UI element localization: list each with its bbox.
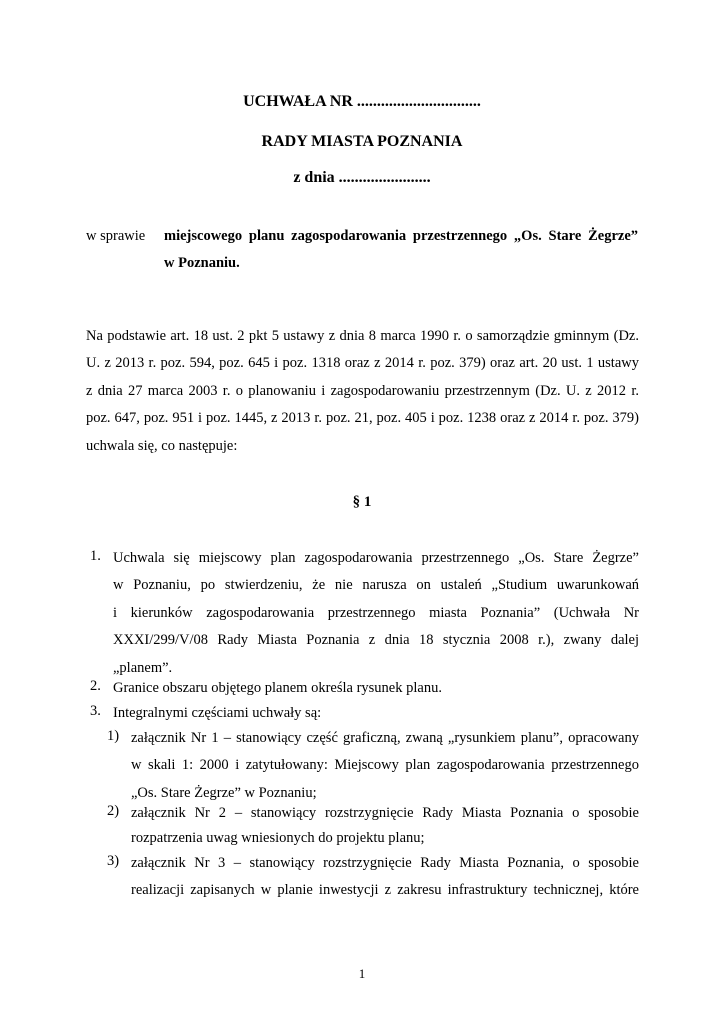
preamble-line: poz. 647, poz. 951 i poz. 1445, z 2013 r. poz. 21, poz. 405 i poz. 1238 oraz z 2014 r. poz. 379) bbox=[86, 410, 639, 426]
sub-list-line: realizacji zapisanych w planie inwestycji z zakresu infrastruktury technicznej, które bbox=[131, 882, 639, 898]
list-number: 3. bbox=[90, 703, 101, 719]
list-line: „planem”. bbox=[113, 660, 173, 676]
preamble-line: Na podstawie art. 18 ust. 2 pkt 5 ustawy z dnia 8 marca 1990 r. o samorządzie gminnym (Dz. bbox=[86, 328, 639, 344]
sub-list-line: załącznik Nr 3 – stanowiący rozstrzygnięcie Rady Miasta Poznania, o sposobie bbox=[131, 855, 639, 871]
section-heading: § 1 bbox=[352, 494, 372, 510]
sub-list-line: „Os. Stare Żegrze” w Poznaniu; bbox=[131, 785, 317, 801]
sub-list-line: w skali 1: 2000 i zatytułowany: Miejscowy plan zagospodarowania przestrzennego bbox=[131, 757, 639, 773]
list-line: Granice obszaru objętego planem określa rysunek planu. bbox=[113, 680, 442, 696]
sub-list-line: rozpatrzenia uwag wniesionych do projektu planu; bbox=[131, 830, 425, 846]
sub-list-number: 3) bbox=[107, 853, 120, 869]
sub-list-number: 2) bbox=[107, 803, 120, 819]
resolution-date: z dnia ....................... bbox=[293, 169, 431, 186]
list-line: Integralnymi częściami uchwały są: bbox=[113, 705, 322, 721]
subject-label: w sprawie bbox=[86, 228, 146, 244]
subject-line-1: miejscowego planu zagospodarowania przestrzennego „Os. Stare Żegrze” bbox=[164, 228, 638, 244]
list-number: 2. bbox=[90, 678, 101, 694]
list-line: i kierunków zagospodarowania przestrzennego miasta Poznania” (Uchwała Nr bbox=[113, 605, 639, 621]
council-name: RADY MIASTA POZNANIA bbox=[261, 133, 463, 150]
preamble-line: U. z 2013 r. poz. 594, poz. 645 i poz. 1318 oraz z 2014 r. poz. 379) oraz art. 20 ust. 1 ustawy bbox=[86, 355, 639, 371]
sub-list-number: 1) bbox=[107, 728, 120, 744]
preamble-line: uchwala się, co następuje: bbox=[86, 438, 238, 454]
sub-list-line: załącznik Nr 1 – stanowiący część graficzną, zwaną „rysunkiem planu”, opracowany bbox=[131, 730, 639, 746]
page-number: 1 bbox=[358, 966, 366, 981]
list-line: w Poznaniu, po stwierdzeniu, że nie narusza on ustaleń „Studium uwarunkowań bbox=[113, 577, 639, 593]
list-line: Uchwala się miejscowy plan zagospodarowania przestrzennego „Os. Stare Żegrze” bbox=[113, 550, 639, 566]
list-number: 1. bbox=[90, 548, 101, 564]
list-line: XXXI/299/V/08 Rady Miasta Poznania z dnia 18 stycznia 2008 r.), zwany dalej bbox=[113, 632, 639, 648]
sub-list-line: załącznik Nr 2 – stanowiący rozstrzygnięcie Rady Miasta Poznania o sposobie bbox=[131, 805, 639, 821]
preamble-line: z dnia 27 marca 2003 r. o planowaniu i zagospodarowaniu przestrzennym (Dz. U. z 2012 r. bbox=[86, 383, 639, 399]
resolution-title: UCHWAŁA NR ............................... bbox=[243, 93, 481, 110]
subject-line-2: w Poznaniu. bbox=[164, 255, 240, 271]
